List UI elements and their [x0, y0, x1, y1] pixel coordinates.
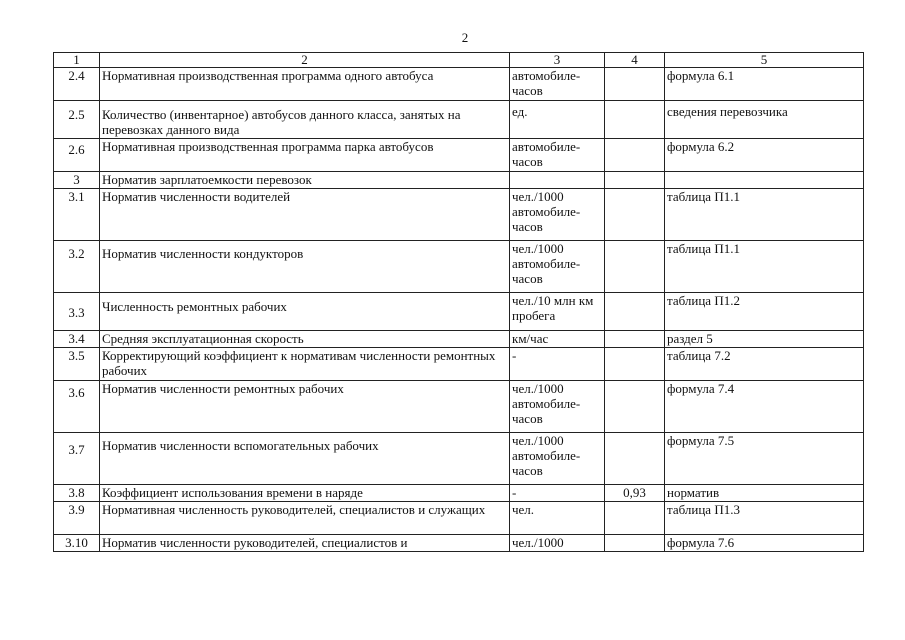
table-row: [54, 331, 864, 348]
row-value: [605, 241, 665, 293]
row-value: [605, 189, 665, 241]
row-number: 3.6: [54, 381, 100, 433]
table-row: [54, 381, 864, 433]
row-number: 2.6: [54, 139, 100, 172]
row-source: формула 7.4: [665, 381, 864, 433]
row-value: [605, 348, 665, 381]
row-name: Нормативная производственная программа парка автобусов: [100, 139, 510, 172]
row-unit: автомобиле-часов: [510, 68, 605, 101]
column-header: 1: [54, 53, 100, 68]
row-name: Коэффициент использования времени в наряде: [100, 485, 510, 502]
table-row: [54, 433, 864, 485]
row-unit: чел./10 млн км пробега: [510, 293, 605, 331]
table-row: [54, 293, 864, 331]
table-row: [54, 485, 864, 502]
row-name: Нормативная производственная программа одного автобуса: [100, 68, 510, 101]
row-source: формула 6.2: [665, 139, 864, 172]
row-unit: чел./1000 автомобиле-часов: [510, 189, 605, 241]
row-number: 3.10: [54, 535, 100, 552]
row-number: 3.4: [54, 331, 100, 348]
table-row: [54, 68, 864, 101]
column-header: 2: [100, 53, 510, 68]
row-name: Количество (инвентарное) автобусов данного класса, занятых на перевозках данного вида: [100, 101, 510, 139]
row-number: 3.7: [54, 433, 100, 485]
row-name: Численность ремонтных рабочих: [100, 293, 510, 331]
row-unit: чел./1000 автомобиле-часов: [510, 241, 605, 293]
row-unit: чел./1000 автомобиле-часов: [510, 381, 605, 433]
row-value: [605, 331, 665, 348]
row-number: 3: [54, 172, 100, 189]
row-value: [605, 433, 665, 485]
row-name: Норматив численности ремонтных рабочих: [100, 381, 510, 433]
table-row: [54, 101, 864, 139]
row-unit: чел./1000 автомобиле-часов: [510, 433, 605, 485]
table-row: [54, 139, 864, 172]
row-source: таблица П1.1: [665, 241, 864, 293]
row-value: [605, 502, 665, 535]
column-header: 3: [510, 53, 605, 68]
row-name: Норматив численности кондукторов: [100, 241, 510, 293]
row-unit: км/час: [510, 331, 605, 348]
row-value: [605, 139, 665, 172]
row-name: Норматив численности вспомогательных рабочих: [100, 433, 510, 485]
row-source: [665, 172, 864, 189]
row-value: 0,93: [605, 485, 665, 502]
row-source: сведения перевозчика: [665, 101, 864, 139]
row-source: таблица П1.1: [665, 189, 864, 241]
row-number: 3.8: [54, 485, 100, 502]
row-unit: -: [510, 348, 605, 381]
row-value: [605, 293, 665, 331]
row-value: [605, 172, 665, 189]
row-number: 2.4: [54, 68, 100, 101]
row-source: формула 7.6: [665, 535, 864, 552]
table-row: [54, 348, 864, 381]
column-header: 4: [605, 53, 665, 68]
row-name: Норматив численности руководителей, специалистов и: [100, 535, 510, 552]
row-unit: автомобиле-часов: [510, 139, 605, 172]
row-name: Корректирующий коэффициент к нормативам численности ремонтных рабочих: [100, 348, 510, 381]
table-row: [54, 535, 864, 552]
section-row: [54, 172, 864, 189]
row-unit: ед.: [510, 101, 605, 139]
row-value: [605, 68, 665, 101]
row-number: 3.9: [54, 502, 100, 535]
row-source: формула 6.1: [665, 68, 864, 101]
row-source: формула 7.5: [665, 433, 864, 485]
row-source: норматив: [665, 485, 864, 502]
row-name: Средняя эксплуатационная скорость: [100, 331, 510, 348]
row-source: таблица П1.2: [665, 293, 864, 331]
row-number: 3.2: [54, 241, 100, 293]
row-name: Норматив зарплатоемкости перевозок: [100, 172, 510, 189]
row-source: таблица П1.3: [665, 502, 864, 535]
row-number: 3.3: [54, 293, 100, 331]
row-number: 3.5: [54, 348, 100, 381]
row-unit: чел.: [510, 502, 605, 535]
row-value: [605, 101, 665, 139]
page-number: 2: [461, 30, 469, 45]
table-row: [54, 241, 864, 293]
table-row: [54, 189, 864, 241]
row-number: 2.5: [54, 101, 100, 139]
table-row: [54, 502, 864, 535]
row-unit: чел./1000: [510, 535, 605, 552]
row-number: 3.1: [54, 189, 100, 241]
row-unit: -: [510, 485, 605, 502]
row-value: [605, 381, 665, 433]
row-name: Нормативная численность руководителей, специалистов и служащих: [100, 502, 510, 535]
row-source: раздел 5: [665, 331, 864, 348]
row-value: [605, 535, 665, 552]
row-name: Норматив численности водителей: [100, 189, 510, 241]
table-header-row: [54, 53, 864, 68]
row-source: таблица 7.2: [665, 348, 864, 381]
norms-table: [53, 52, 864, 552]
row-unit: [510, 172, 605, 189]
column-header: 5: [665, 53, 864, 68]
